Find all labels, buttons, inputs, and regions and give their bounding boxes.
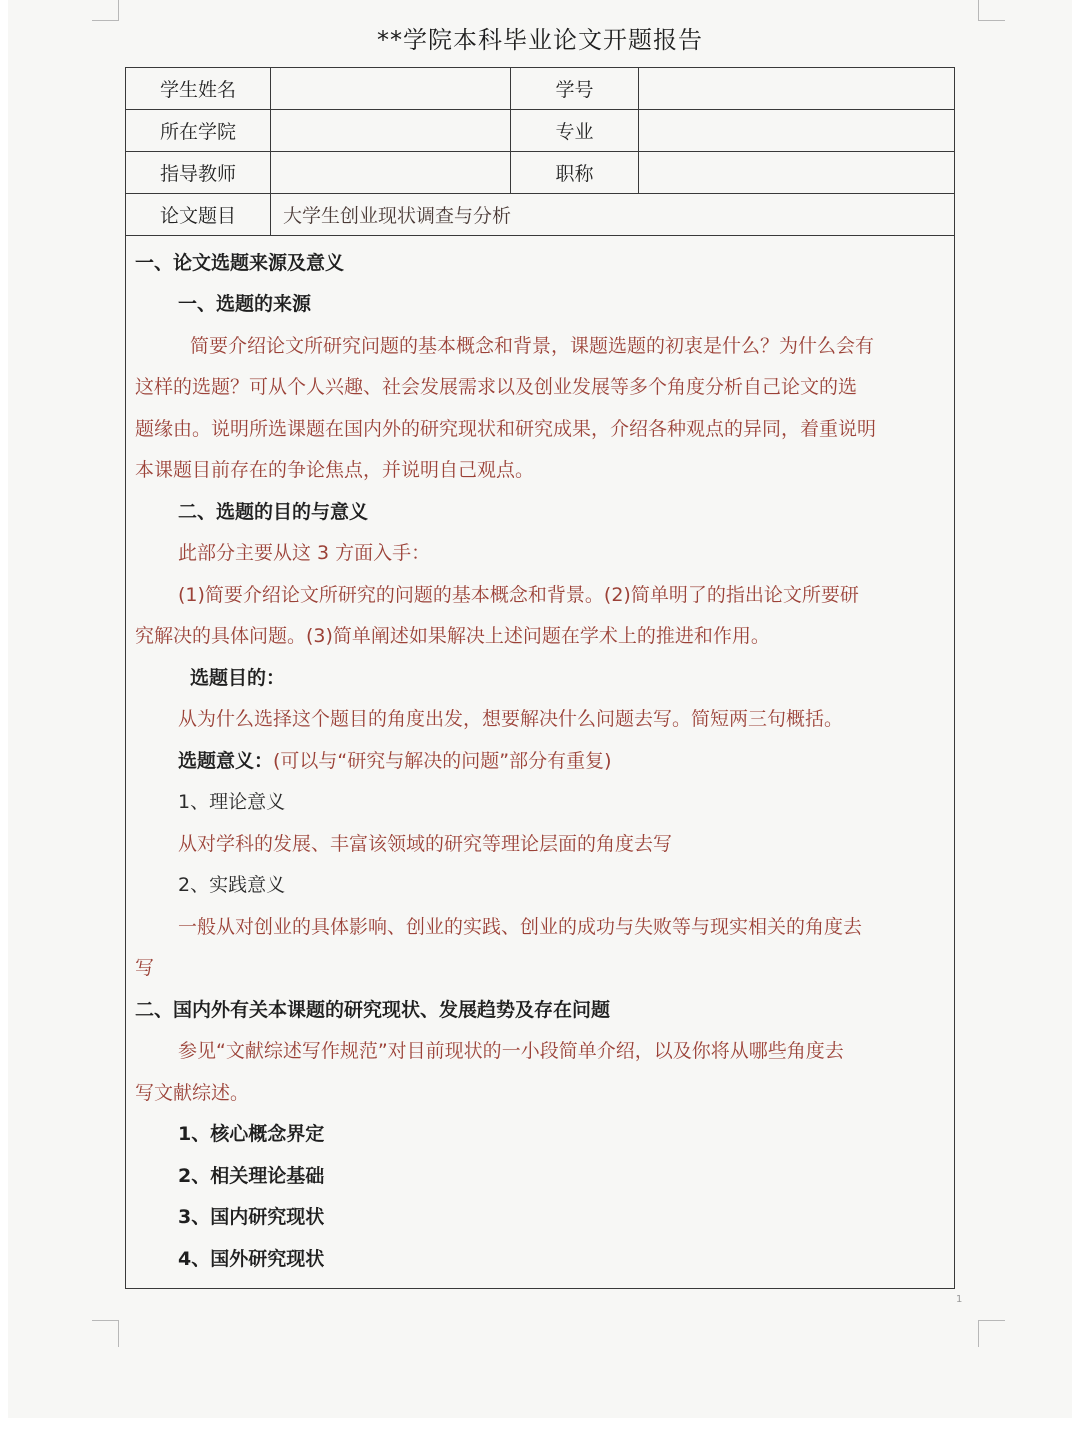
label-student-id: 学号 [511,68,639,109]
label-major: 专业 [511,110,639,151]
label-college: 所在学院 [126,110,271,151]
meaning-note: (可以与“研究与解决的问题”部分有重复) [273,750,612,772]
practice-line-2: 写 [135,957,155,979]
section1-sub1-heading: 一、选题的来源 [178,293,312,315]
section2-heading: 二、国内外有关本课题的研究现状、发展趋势及存在问题 [135,999,611,1021]
field-college[interactable] [271,110,511,151]
label-thesis-topic: 论文题目 [126,194,271,235]
section2-item-2: 2、相关理论基础 [178,1165,325,1187]
field-title-rank[interactable] [639,152,954,193]
sub2-points-line-2: 究解决的具体问题。(3)简单阐述如果解决上述问题在学术上的推进和作用。 [135,625,770,647]
section1-heading: 一、论文选题来源及意义 [135,252,345,274]
sub1-line-4: 本课题目前存在的争论焦点，并说明自己观点。 [135,459,535,481]
crop-mark-top-left [92,0,119,21]
sub1-line-3: 题缘由。说明所选课题在国内外的研究现状和研究成果，介绍各种观点的异同，着重说明 [135,418,877,440]
crop-mark-bottom-right [978,1320,1005,1347]
page-number: 1 [956,1294,963,1305]
sub2-intro: 此部分主要从这 3 方面入手： [178,542,431,564]
meaning-heading: 选题意义： [178,750,274,772]
info-row-topic [126,194,954,236]
label-student-name: 学生姓名 [126,68,271,109]
info-row-college [126,110,954,152]
field-student-id[interactable] [639,68,954,109]
crop-mark-top-right [978,0,1005,21]
theory-text: 从对学科的发展、丰富该领域的研究等理论层面的角度去写 [178,833,673,855]
report-form [125,67,955,1289]
info-row-advisor [126,152,954,194]
meaning-line [178,746,612,776]
section2-item-1: 1、核心概念界定 [178,1123,325,1145]
theory-heading: 1、理论意义 [178,791,286,813]
document-title: **学院本科毕业论文开题报告 [377,26,703,54]
info-row-student [126,68,954,110]
field-advisor[interactable] [271,152,511,193]
practice-line-1: 一般从对创业的具体影响、创业的实践、创业的成功与失败等与现实相关的角度去 [178,916,863,938]
sub1-line-1: 简要介绍论文所研究问题的基本概念和背景，课题选题的初衷是什么？为什么会有 [190,335,875,357]
purpose-text: 从为什么选择这个题目的角度出发，想要解决什么问题去写。简短两三句概括。 [178,708,844,730]
field-major[interactable] [639,110,954,151]
section2-item-4: 4、国外研究现状 [178,1248,325,1270]
section2-line-2: 写文献综述。 [135,1082,250,1104]
purpose-heading: 选题目的： [190,667,286,689]
crop-mark-bottom-left [92,1320,119,1347]
field-student-name[interactable] [271,68,511,109]
label-title-rank: 职称 [511,152,639,193]
section2-line-1: 参见“文献综述写作规范”对目前现状的一小段简单介绍，以及你将从哪些角度去 [178,1040,844,1062]
sub1-line-2: 这样的选题？可从个人兴趣、社会发展需求以及创业发展等多个角度分析自己论文的选 [135,376,858,398]
field-thesis-topic[interactable]: 大学生创业现状调查与分析 [283,205,512,227]
practice-heading: 2、实践意义 [178,874,286,896]
label-advisor: 指导教师 [126,152,271,193]
sub2-points-line-1: (1)简要介绍论文所研究的问题的基本概念和背景。(2)简单明了的指出论文所要研 [178,584,859,606]
section2-item-3: 3、国内研究现状 [178,1206,325,1228]
section1-sub2-heading: 二、选题的目的与意义 [178,501,369,523]
